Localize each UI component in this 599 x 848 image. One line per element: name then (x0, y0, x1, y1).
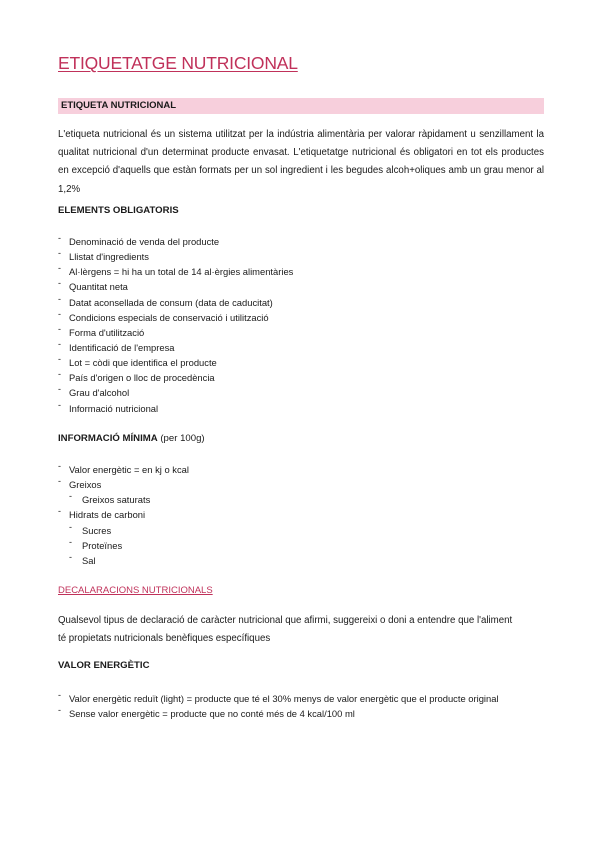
min-info-list (58, 462, 544, 568)
list-item-text: Grau d'alcohol (69, 387, 130, 399)
list-item (58, 370, 544, 385)
list-marker: - (58, 461, 61, 471)
page-title: ETIQUETATGE NUTRICIONAL (58, 53, 298, 73)
list-marker: - (58, 308, 61, 319)
list-marker: - (58, 506, 61, 517)
declarations-line: Qualsevol tipus de declaració de caràcter nutricional que afirmi, suggereixi o doni a entendre que l'aliment (58, 615, 513, 626)
intro-line: L'etiqueta nutricional és un sistema utilitzat per la indústria alimentària per valorar ràpidament u (58, 129, 476, 140)
list-marker: - (69, 551, 72, 562)
list-item (58, 401, 544, 416)
list-marker: - (58, 248, 61, 259)
list-item (58, 234, 544, 249)
list-item (58, 295, 544, 310)
section-bar-etiqueta: ETIQUETA NUTRICIONAL (58, 98, 544, 114)
energy-heading: VALOR ENERGÈTIC (58, 660, 150, 671)
list-marker: - (58, 384, 61, 395)
list-item-text: Llistat d'ingredients (69, 251, 149, 263)
declarations-heading: DECALARACIONS NUTRICIONALS (58, 585, 213, 596)
list-item-text: Quantitat neta (69, 281, 128, 293)
list-item-text: Sal (82, 554, 96, 566)
list-item-text: Greixos (69, 479, 102, 491)
list-item-text: Hidrats de carboni (69, 509, 146, 521)
list-item (58, 691, 544, 706)
list-item-text: Denominació de venda del producte (69, 236, 220, 247)
list-subitem (58, 553, 544, 568)
list-marker: - (58, 369, 61, 380)
declarations-line: té propietats nutricionals benèfiques específiques (58, 633, 271, 645)
energy-list (58, 691, 544, 721)
list-marker: - (58, 263, 61, 274)
list-marker: - (58, 233, 61, 243)
list-item (58, 385, 544, 400)
list-item (58, 340, 544, 355)
list-marker: - (58, 399, 61, 410)
min-info-heading-suffix: (per 100g) (157, 433, 205, 444)
list-marker: - (58, 690, 61, 700)
list-subitem (58, 523, 544, 538)
list-item-text: Sucres (82, 524, 112, 536)
declarations-paragraph (58, 612, 544, 648)
list-item (58, 706, 544, 721)
list-item (58, 462, 544, 477)
min-info-heading-text: INFORMACIÓ MÍNIMA (58, 433, 158, 444)
list-item-text: Valor energètic = en kj o kcal (69, 464, 189, 475)
intro-paragraph (58, 126, 544, 199)
list-item-text: Identificació de l'empresa (69, 341, 175, 353)
list-marker: - (58, 705, 61, 716)
list-marker: - (58, 278, 61, 289)
list-item (58, 264, 544, 279)
list-marker: - (69, 521, 72, 532)
intro-line: senzillament la qualitat nutricional d'un determinat producte envasat. L'etiquetatge nutricional és obligatori (58, 129, 544, 159)
list-item (58, 249, 544, 264)
list-item-text: País d'origen o lloc de procedència (69, 372, 215, 384)
list-subitem (58, 492, 544, 507)
list-subitem (58, 538, 544, 553)
list-item (58, 325, 544, 340)
list-item-text: Al·lèrgens = hi ha un total de 14 al·èrgies alimentàries (69, 266, 294, 278)
list-item-text: Condicions especials de conservació i utilització (69, 311, 269, 323)
list-item (58, 310, 544, 325)
intro-line: en tot els productes en excepció d'aquells que estàn formats per un sol ingredient i les begudes (58, 147, 544, 177)
list-marker: - (58, 354, 61, 365)
list-item (58, 477, 544, 492)
list-item (58, 355, 544, 370)
list-item (58, 507, 544, 522)
list-marker: - (69, 491, 72, 502)
list-item-text: Greixos saturats (82, 494, 151, 506)
list-item (58, 279, 544, 294)
list-item-text: Informació nutricional (69, 402, 159, 414)
elements-heading: ELEMENTS OBLIGATORIS (58, 205, 179, 216)
list-marker: - (58, 476, 61, 487)
list-item-text: Proteïnes (82, 539, 123, 551)
list-marker: - (58, 293, 61, 304)
list-item-text: Valor energètic reduït (light) = producte que té el 30% menys de valor energètic que el producte original (69, 693, 499, 704)
list-item-text: Lot = còdi que identifica el producte (69, 357, 217, 369)
list-marker: - (69, 536, 72, 547)
min-info-heading (58, 433, 205, 444)
list-item-text: Datat aconsellada de consum (data de caducitat) (69, 296, 273, 308)
list-marker: - (58, 338, 61, 349)
list-item-text: Sense valor energètic = producte que no conté més de 4 kcal/100 ml (69, 708, 355, 720)
list-item-text: Forma d'utilització (69, 326, 145, 338)
elements-list (58, 234, 544, 416)
list-marker: - (58, 323, 61, 334)
intro-line: alcoh+oliques amb un grau menor al 1,2% (58, 165, 544, 195)
